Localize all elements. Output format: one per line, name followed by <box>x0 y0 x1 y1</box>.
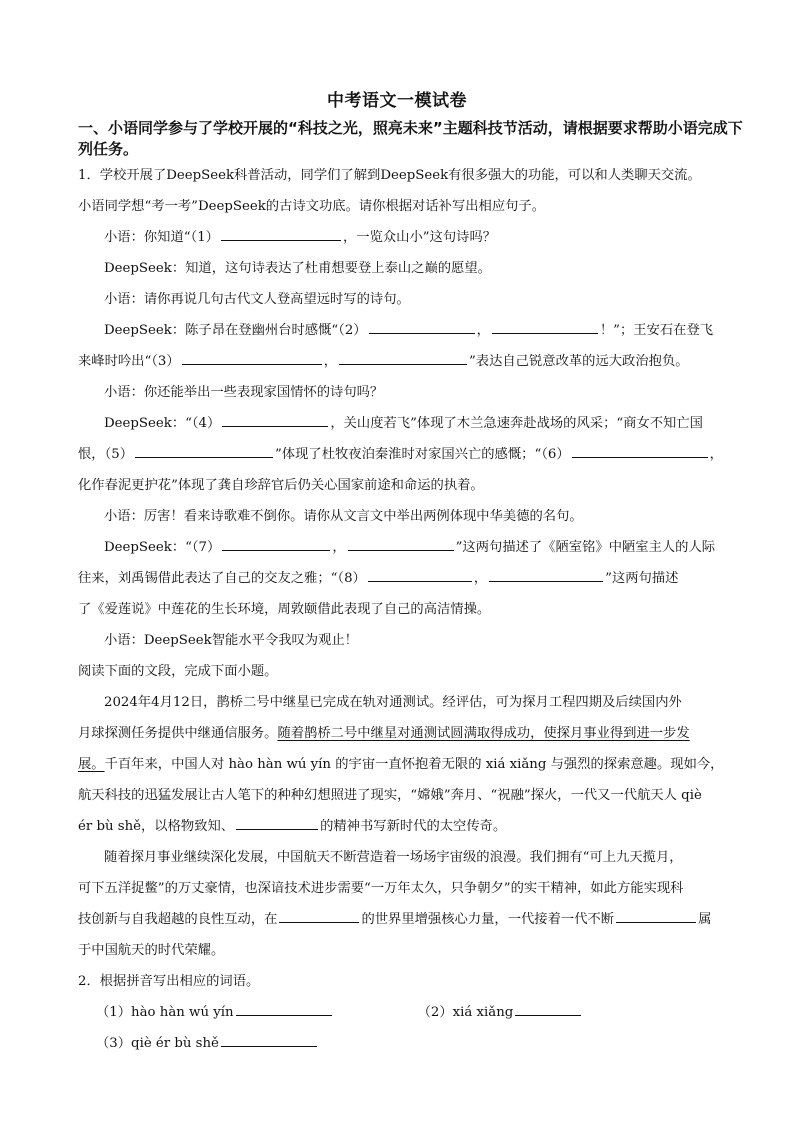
dialog-text: ， <box>709 447 723 462</box>
q2-blank-2[interactable] <box>515 1001 581 1016</box>
dialog-line-6: 小语：你还能举出一些表现家国情怀的诗句吗？ <box>104 385 384 400</box>
passage-text: 千百年来，中国人对 hào hàn wú yín 的宇宙一直怀抱着无限的 xiá xiǎng 与强烈的探索意趣。现如今， <box>104 757 724 772</box>
dialog-text: ， <box>323 354 337 369</box>
underlined-sentence: 随着鹊桥二号中继星对通测试圆满取得成功，使探月事业得到进一步发 <box>277 726 690 741</box>
dialog-text: ，一览众山小”这句诗吗？ <box>342 230 497 245</box>
passage-line-3 <box>78 749 754 780</box>
question-body <box>78 160 754 1059</box>
dialog-line-13: 了《爱莲说》中莲花的生长环境，周敦颐借此表现了自己的高洁情操。 <box>78 602 491 617</box>
dialog-text: ， <box>332 540 346 555</box>
dialog-line-1 <box>78 222 754 253</box>
answer-blank-3b[interactable] <box>339 350 467 365</box>
dialog-line-5 <box>78 346 754 377</box>
q2-stem: 2．根据拼音写出相应的词语。 <box>78 974 260 989</box>
reading-intro: 阅读下面的文段，完成下面小题。 <box>78 664 278 679</box>
answer-blank-4[interactable] <box>222 412 328 427</box>
dialog-text: 来峰时吟出“（3） <box>78 354 180 369</box>
dialog-text: ， <box>476 323 490 338</box>
dialog-text: ”表达自己锐意改革的远大政治抱负。 <box>468 354 689 369</box>
passage-blank-2[interactable] <box>279 908 359 923</box>
q2-blank-1[interactable] <box>236 1001 332 1016</box>
dialog-text: DeepSeek：陈子昂在登幽州台时感慨“（2） <box>104 323 367 338</box>
dialog-text: ”这两句描述 <box>605 571 679 586</box>
dialog-text: 往来，刘禹锡借此表达了自己的交友之雅；“（8） <box>78 571 366 586</box>
dialog-line-3: 小语：请你再说几句古代文人登高望远时写的诗句。 <box>104 292 410 307</box>
dialog-line-8 <box>78 439 754 470</box>
dialog-text: DeepSeek：“（7） <box>104 540 221 555</box>
passage-text: 技创新与自我超越的良性互动，在 <box>78 912 278 927</box>
dialog-text: 恨，（5） <box>78 447 133 462</box>
q1-line-2: 小语同学想“考一考”DeepSeek的古诗文功底。请你根据对话补写出相应句子。 <box>78 199 546 214</box>
dialog-text: ，关山度若飞”体现了木兰急速奔赴战场的风采；“商女不知亡国 <box>330 416 703 431</box>
q2-items-row-2 <box>96 1028 754 1059</box>
answer-blank-6[interactable] <box>572 443 708 458</box>
dialog-text: ！”；王安石在登飞 <box>599 323 714 338</box>
passage-text: ér bù shě，以格物致知、 <box>78 819 235 834</box>
q2-items-row-1 <box>96 997 754 1028</box>
dialog-line-11 <box>78 532 754 563</box>
passage-text: 月球探测任务提供中继通信服务。 <box>78 726 278 741</box>
dialog-line-9: 化作春泥更护花”体现了龚自珍辞官后仍关心国家前途和命运的执着。 <box>78 478 484 493</box>
passage-text: 属 <box>698 912 712 927</box>
answer-blank-7a[interactable] <box>222 536 330 551</box>
q1-line-1: 1．学校开展了DeepSeek科普活动，同学们了解到DeepSeek有很多强大的功能，可以和人类聊天交流。 <box>78 168 701 183</box>
passage-line-5 <box>78 811 754 842</box>
passage-blank-1[interactable] <box>236 815 318 830</box>
dialog-text: 小语：你知道“（1） <box>104 230 219 245</box>
answer-blank-8b[interactable] <box>489 567 603 582</box>
passage-line-7: 可下五洋捉鳖”的万丈豪情，也深谙技术进步需要“一万年太久，只争朝夕”的实干精神，如此方能实现科 <box>78 881 684 896</box>
dialog-line-14: 小语：DeepSeek智能水平令我叹为观止！ <box>104 633 358 648</box>
answer-blank-8a[interactable] <box>368 567 472 582</box>
dialog-line-12 <box>78 563 754 594</box>
dialog-line-7 <box>78 408 754 439</box>
dialog-text: ”体现了杜牧夜泊秦淮时对家国兴亡的感慨；“（6） <box>275 447 570 462</box>
dialog-text: ”这两句描述了《陋室铭》中陋室主人的人际 <box>455 540 716 555</box>
dialog-text: DeepSeek：“（4） <box>104 416 221 431</box>
passage-line-1: 2024年4月12日，鹊桥二号中继星已完成在轨对通测试。经评估，可为探月工程四期及后续国内外 <box>104 695 682 710</box>
passage-line-8 <box>78 904 754 935</box>
answer-blank-7b[interactable] <box>348 536 454 551</box>
passage-line-4: 航天科技的迅猛发展让古人笔下的种种幻想照进了现实，“嫦娥”奔月、“祝融”探火，一代又一代航天人 qiè <box>78 788 702 803</box>
answer-blank-5[interactable] <box>135 443 273 458</box>
passage-blank-3[interactable] <box>616 908 696 923</box>
answer-blank-3a[interactable] <box>182 350 322 365</box>
passage-line-2 <box>78 718 754 749</box>
answer-blank-2a[interactable] <box>369 319 475 334</box>
q2-item-1: （1）hào hàn wú yín <box>96 1005 234 1020</box>
dialog-line-2: DeepSeek：知道，这句诗表达了杜甫想要登上泰山之巅的愿望。 <box>104 261 491 276</box>
q2-item-2: （2）xiá xiǎng <box>417 1005 514 1020</box>
answer-blank-1[interactable] <box>221 226 341 241</box>
section-heading: 一、小语同学参与了学校开展的“科技之光，照亮未来”主题科技节活动，请根据要求帮助小语完成下列任务。 <box>78 119 743 158</box>
dialog-text: ， <box>473 571 488 586</box>
dialog-line-4 <box>78 315 754 346</box>
passage-text: 的世界里增强核心力量，一代接着一代不断 <box>361 912 615 927</box>
underlined-sentence-end: 展。 <box>78 757 105 772</box>
passage-line-6: 随着探月事业继续深化发展，中国航天不断营造着一场场宇宙级的浪漫。我们拥有“可上九天揽月， <box>104 850 683 865</box>
passage-text: 的精神书写新时代的太空传奇。 <box>320 819 507 834</box>
answer-blank-2b[interactable] <box>492 319 598 334</box>
dialog-line-10: 小语：厉害！看来诗歌难不倒你。请你从文言文中举出两例体现中华美德的名句。 <box>104 509 583 524</box>
page-title: 中考语文一模试卷 <box>327 91 467 111</box>
q2-blank-3[interactable] <box>221 1032 317 1047</box>
passage-line-9: 于中国航天的时代荣耀。 <box>78 943 225 958</box>
q2-item-3: （3）qiè ér bù shě <box>96 1036 219 1051</box>
